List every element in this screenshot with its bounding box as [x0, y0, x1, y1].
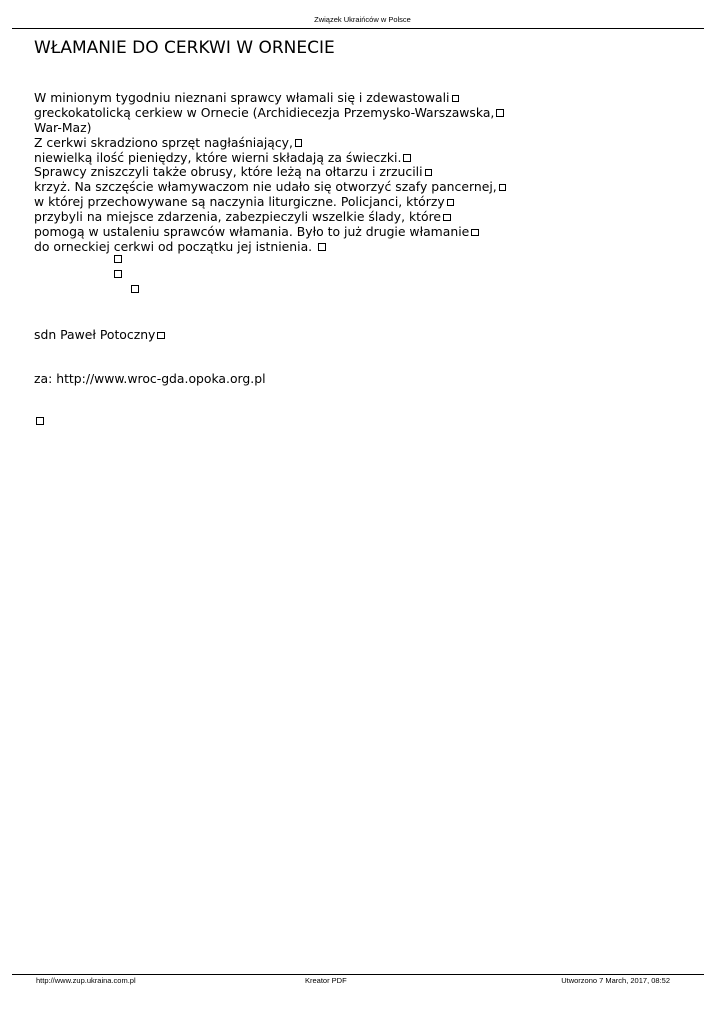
- body-line: przybyli na miejsce zdarzenia, zabezpieczyli wszelkie ślady, które: [34, 210, 506, 225]
- missing-glyph-box: [318, 243, 326, 251]
- body-line: w której przechowywane są naczynia liturgiczne. Policjanci, którzy: [34, 195, 506, 210]
- body-line: do orneckiej cerkwi od początku jej istnienia.: [34, 240, 506, 255]
- header-rule: [12, 28, 704, 29]
- body-line: greckokatolicką cerkiew w Ornecie (Archidiecezja Przemysko-Warszawska,: [34, 106, 506, 121]
- body-line: niewielką ilość pieniędzy, które wierni składają za świeczki.: [34, 151, 506, 166]
- body-line: Z cerkwi skradziono sprzęt nagłaśniający,: [34, 136, 506, 151]
- body-line: Sprawcy zniszczyli także obrusy, które leżą na ołtarzu i zrzucili: [34, 165, 506, 180]
- missing-glyph-box: [452, 95, 460, 103]
- missing-glyph-box: [496, 109, 504, 117]
- missing-glyph-box: [114, 270, 122, 278]
- body-line: pomogą w ustaleniu sprawców włamania. Było to już drugie włamanie: [34, 225, 506, 240]
- article-body: [34, 91, 506, 255]
- footer-url: http://www.zup.ukraina.com.pl: [36, 976, 136, 985]
- missing-glyph-box: [131, 285, 139, 293]
- source-line: za: http://www.wroc-gda.opoka.org.pl: [34, 371, 266, 386]
- footer-rule: [12, 974, 704, 975]
- missing-glyph-box: [114, 255, 122, 263]
- missing-glyph-box: [36, 417, 44, 425]
- missing-glyph-box: [157, 332, 165, 340]
- missing-glyph-box: [499, 184, 507, 192]
- missing-glyph-box: [425, 169, 433, 177]
- missing-glyph-box: [471, 229, 479, 237]
- missing-glyph-box: [443, 214, 451, 222]
- body-line: W minionym tygodniu nieznani sprawcy włamali się i zdewastowali: [34, 91, 506, 106]
- footer-generator: Kreator PDF: [305, 976, 347, 985]
- body-line: War-Maz): [34, 119, 92, 135]
- missing-glyph-box: [403, 154, 411, 162]
- footer-created: Utworzono 7 March, 2017, 08:52: [561, 976, 670, 985]
- body-line: krzyż. Na szczęście włamywaczom nie udało się otworzyć szafy pancernej,: [34, 180, 506, 195]
- missing-glyph-box: [447, 199, 455, 207]
- article-title: WŁAMANIE DO CERKWI W ORNECIE: [34, 38, 335, 58]
- running-header: Związek Ukraińców w Polsce: [314, 15, 411, 24]
- signature: sdn Paweł Potoczny: [34, 327, 165, 342]
- missing-glyph-box: [295, 139, 303, 147]
